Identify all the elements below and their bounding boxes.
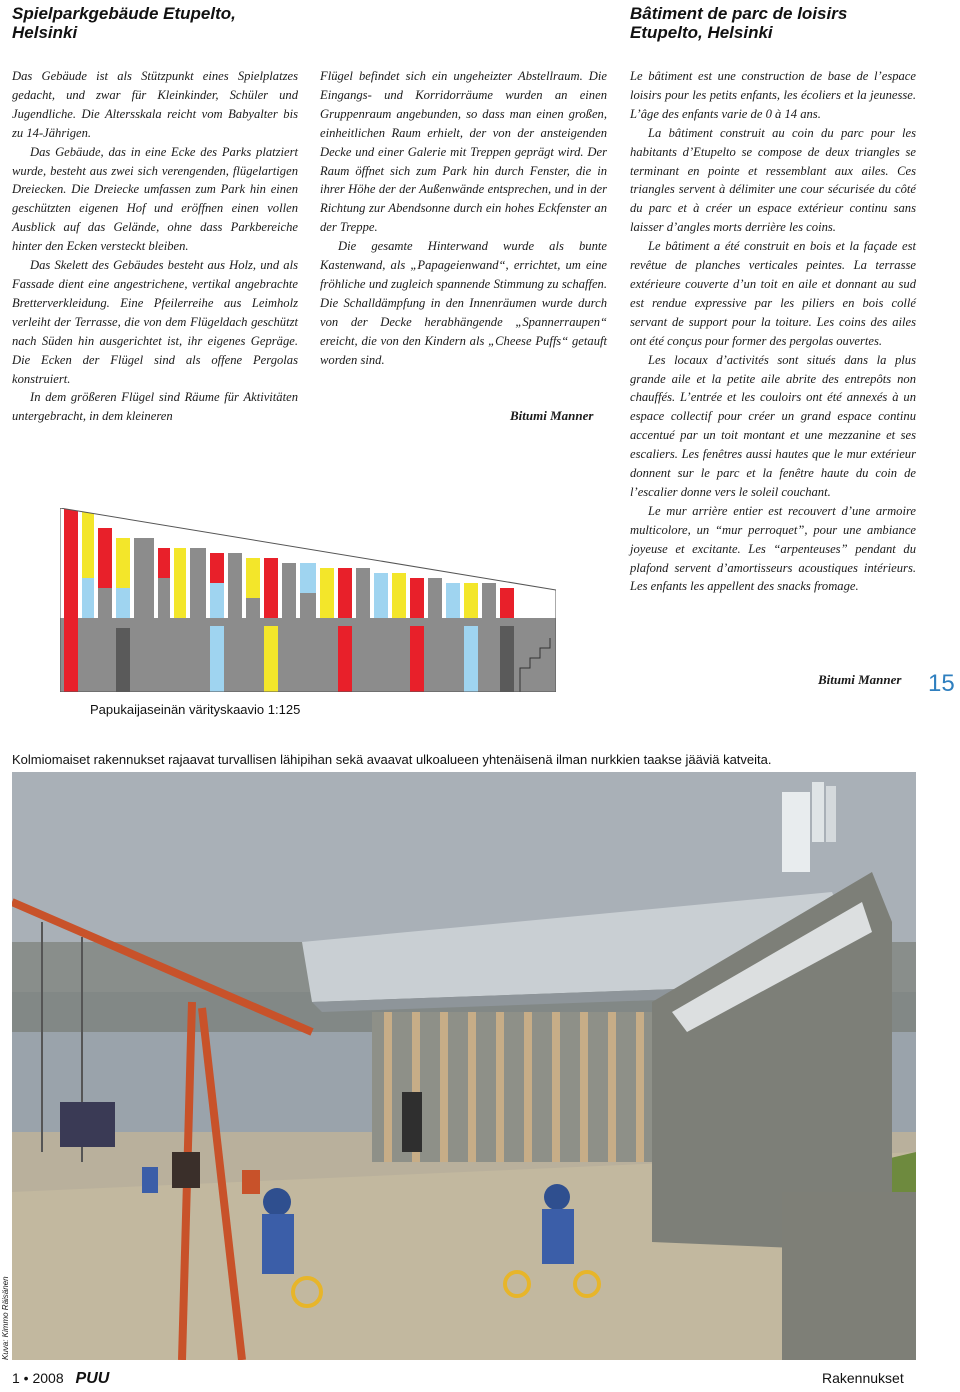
title-german bbox=[12, 4, 236, 42]
french-paragraph: Le mur arrière entier est recouvert d’une armoire multicolore, un “mur perroquet”, pour une ambiance joyeuse et excitante. Les “arpenteuses” pendant du plafond servent d’amortisseurs acoustiques intérieurs. Les enfants les appellent des snacks fromage. bbox=[630, 503, 916, 594]
german-signature: Bitumi Manner bbox=[510, 408, 594, 423]
german-column-2 bbox=[320, 67, 607, 370]
diagram-caption: Papukaijaseinän värityskaavio 1:125 bbox=[90, 702, 301, 717]
page-number: 15 bbox=[928, 670, 955, 697]
footer-left bbox=[12, 1370, 109, 1388]
photo-credit: Kuva: Kimmo Räisänen bbox=[1, 1276, 10, 1360]
magazine-logo: PUU bbox=[75, 1370, 110, 1387]
german-column-1 bbox=[12, 67, 298, 426]
title-french-line2: Etupelto, Helsinki bbox=[630, 23, 773, 42]
building-photo bbox=[12, 772, 916, 1360]
section-label: Rakennukset bbox=[822, 1370, 904, 1386]
title-french bbox=[630, 4, 847, 42]
german-paragraph: Das Gebäude, das in eine Ecke des Parks platziert wurde, besteht aus zwei sich verengenden, flügelartigen Dreiecken. Die Dreiecke umfassen zum Park hin einen geschützten eigenen Hof und eröffnen einen vollen Ausblick auf das Gelände, ohne dass Parkbereiche hinter den Ecken versteckt bleiben. bbox=[12, 144, 298, 254]
wall-color-blocks bbox=[60, 508, 556, 692]
french-column bbox=[630, 67, 916, 596]
french-signature: Bitumi Manner bbox=[818, 672, 902, 687]
german-paragraph: Das Gebäude ist als Stützpunkt eines Spielplatzes gedacht, und zwar für Kleinkinder, Schüler und Jugendliche. Die Altersskala reicht vom Babyalter bis zu 14-Jährigen. bbox=[12, 69, 298, 140]
title-german-line1: Spielparkgebäude Etupelto, bbox=[12, 4, 236, 23]
french-paragraph: Le bâtiment a été construit en bois et la façade est revêtue de planches verticales peintes. La terrasse extérieure couverte d’un toit en aile et donnant au sud est rendue expressive par les piliers en bois collé servant de support pour la toiture. Les coins des ailes ont été conçus pour former des pergolas ouvertes. bbox=[630, 239, 916, 348]
german-paragraph: In dem größeren Flügel sind Räume für Aktivitäten untergebracht, in dem kleineren bbox=[12, 390, 298, 424]
german-paragraph: Das Skelett des Gebäudes besteht aus Holz, und als Fassade dient eine angestrichene, vertikal angebrachte Bretterverkleidung. Eine Pfeilerreihe aus Leimholz verleiht der Terrasse, die von dem Flügeldach geschützt nach Süden hin ausgerichtet ist, ihr eigenes Gepräge. Die Ecken der Flügel sind als offene Pergolas konstruiert. bbox=[12, 258, 298, 386]
german-paragraph: Flügel befindet sich ein ungeheizter Abstellraum. Die Eingangs- und Korridorräume wurden an einen Gruppenraum angebunden, so dass man einen großen, einheitlichen Raum erhielt, der von der ansteigenden Decke und einer Galerie mit Treppen geprägt wird. Der Raum öffnet sich zum Park hin durch Fenster, die in ihrer Höhe der der Außenwände entsprechen, und in der Richtung zur Abendsonne durch ein hohes Eckfenster an der Treppe. bbox=[320, 69, 607, 235]
photo-caption: Kolmiomaiset rakennukset rajaavat turvallisen lähipihan sekä avaavat ulkoalueen yhtenäisenä ilman nurkkien taakse jääviä katveita. bbox=[12, 752, 772, 767]
parrot-wall-diagram bbox=[60, 508, 556, 692]
french-paragraph: La bâtiment construit au coin du parc pour les habitants d’Etupelto se compose de deux triangles se terminant en pointe et ressemblant aux ailes. Ces triangles servent à délimiter une cour sécurisée du côté du parc et à créer un espace extérieur continu sans laisser d’angles morts derrière les coins. bbox=[630, 125, 916, 235]
german-paragraph: Die gesamte Hinterwand wurde als bunte Kastenwand, als „Papageienwand“, errichtet, um eine fröhliche und zugleich spannende Stimmung zu schaffen. Die Schalldämpfung in den Innenräumen wurde durch von der Decke herabhängende „Spannerraupen“ ereicht, die von den Kindern als „Cheese Puffs“ getauft worden sind. bbox=[320, 239, 607, 367]
french-paragraph: Les locaux d’activités sont situés dans la plus grande aile et la petite aile abrite des entrepôts non chauffés. L’entrée et les couloirs ont été annexés à un espace collectif pour créer un grand espace continu accentué par un toit montant et une mezzanine et ses escaliers. Les fenêtres aussi hautes que le mur extérieur donnent sur le parc et la fenêtre haute du coin de l’escalier donne vers le soleil couchant. bbox=[630, 352, 916, 499]
title-french-line1: Bâtiment de parc de loisirs bbox=[630, 4, 848, 23]
issue-number: 1 • 2008 bbox=[12, 1370, 64, 1386]
title-german-line2: Helsinki bbox=[12, 23, 78, 42]
french-paragraph: Le bâtiment est une construction de base de l’espace loisirs pour les petits enfants, les écoliers et la jeunesse. L’âge des enfants varie de 0 à 14 ans. bbox=[630, 69, 916, 121]
